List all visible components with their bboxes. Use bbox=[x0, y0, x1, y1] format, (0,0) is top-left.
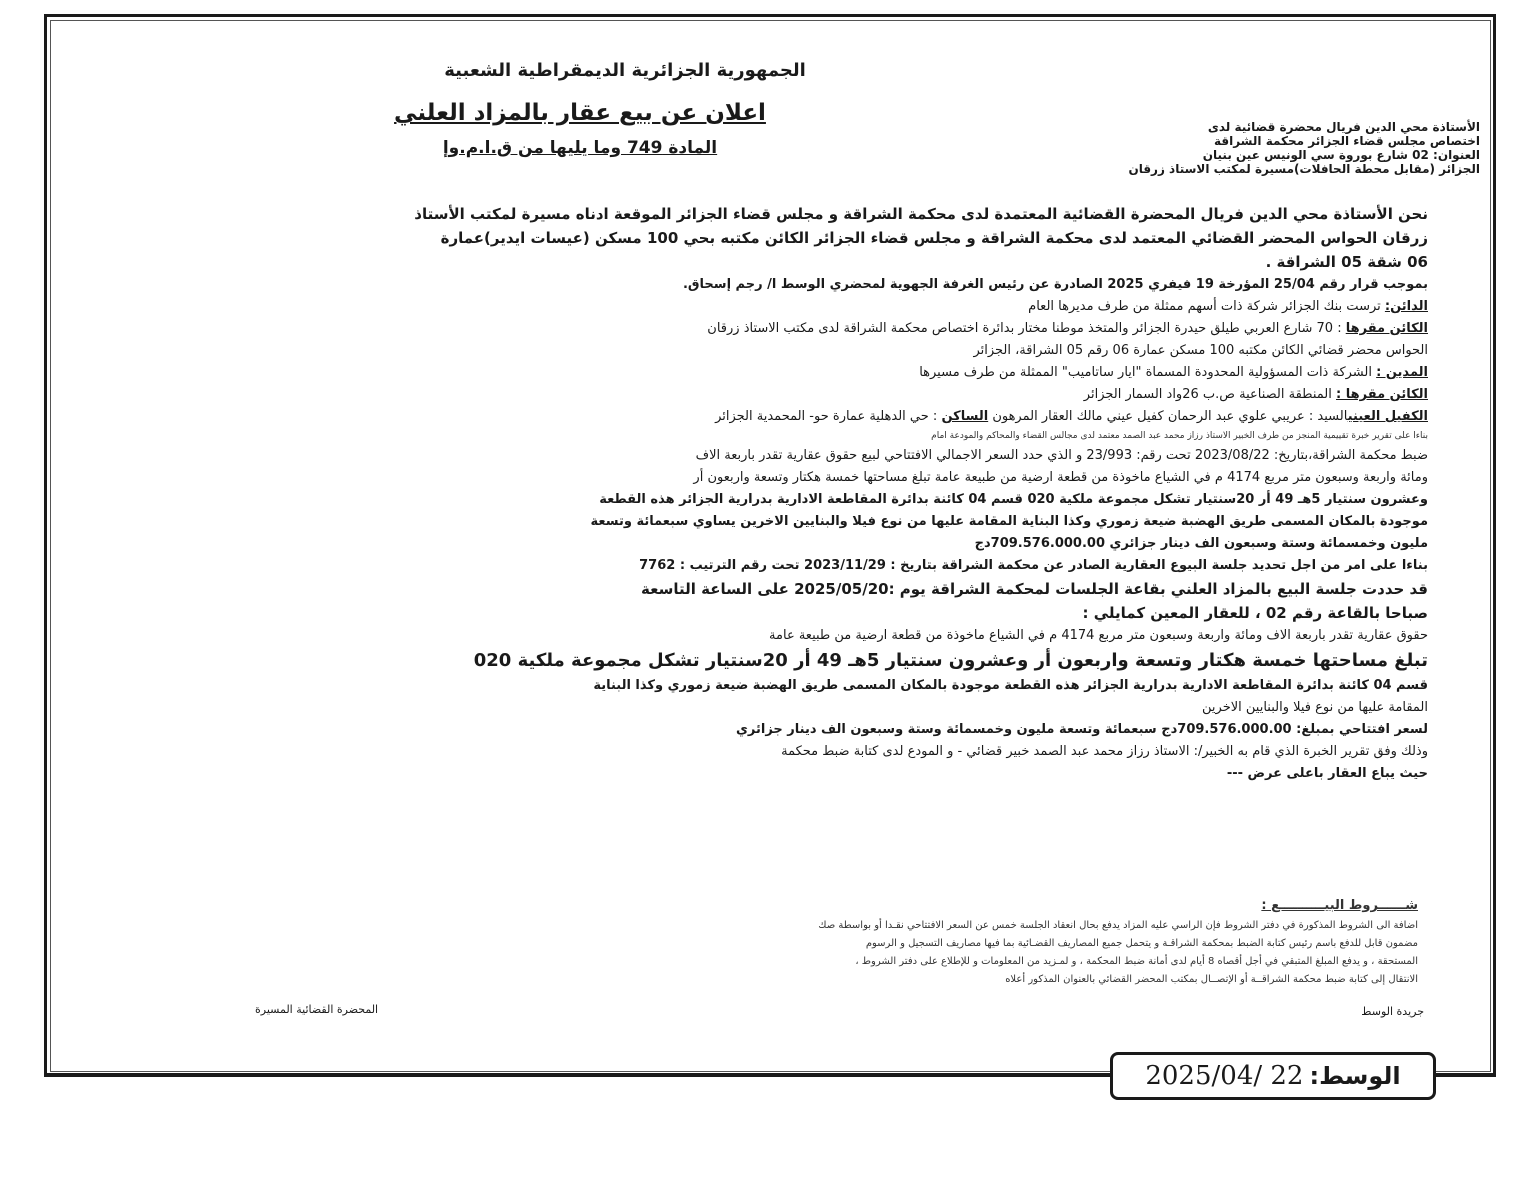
body-line: وعشرون سنتيار 5هـ 49 أر 20سنتيار تشكل مجموعة ملكية 020 قسم 04 كائنة بدائرة المقاطعة الادارية بدرارية الجزائر هذه القطعة bbox=[599, 492, 1428, 507]
office-line: اختصاص مجلس قضاء الجزائر محكمة الشراقة bbox=[1213, 134, 1480, 148]
session-line: صباحا بالقاعة رقم 02 ، للعقار المعين كمايلي : bbox=[1082, 604, 1428, 622]
creditor-address-line bbox=[128, 318, 1428, 340]
body-line: ومائة واربعة وسبعون متر مربع 4174 م في الشياع ماخوذة من قطعة ارضية من طبيعة عامة تبلغ مساحتها خمسة هكتار وتسعة واربعون أر bbox=[693, 470, 1428, 485]
debtor-name: الشركة ذات المسؤولية المحدودة المسماة "ايار ساتاميب" الممثلة من طرف مسيرها bbox=[919, 365, 1372, 380]
condition-line: اضافة الى الشروط المذكورة في دفتر الشروط فإن الراسي عليه المزاد يدفع بحال انعقاد الجلسة خمس عن السعر الافتتاحي نقـدا أو بواسطة صك bbox=[818, 920, 1418, 931]
session-line: قد حددت جلسة البيع بالمزاد العلني بقاعة الجلسات لمحكمة الشراقة يوم :2025/05/20 على الساعة التاسعة bbox=[641, 580, 1428, 598]
body-line: قسم 04 كائنة بدائرة المقاطعة الادارية بدرارية الجزائر هذه القطعة موجودة بالمكان المسمى طريق الهضبة ضيعة زموري وكذا البناية bbox=[593, 678, 1428, 693]
condition-line: مضمون قابل للدفع باسم رئيس كتابة الضبط بمحكمة الشراقـة و يتحمل جميع المصاريف القضـائية بما فيها مصاريف التسجيل و الرسوم bbox=[865, 938, 1418, 949]
body-line: المقامة عليها من نوع فيلا والبنايين الاخرين bbox=[1202, 700, 1428, 715]
opening-price-line: لسعر افتتاحي بمبلغ: 709.576.000.00دج سبعمائة وتسعة مليون وخمسمائة وستة وسبعون الف دينار جزائري bbox=[735, 722, 1428, 737]
publication-dateline bbox=[1110, 1052, 1436, 1100]
announcement-body bbox=[128, 202, 1428, 785]
creditor-address: : 70 شارع العربي طيلق حيدرة الجزائر والمتخذ موطنا مختار بدائرة اختصاص محكمة الشراقة لدى مكتب الاستاذ زرقان bbox=[707, 321, 1342, 336]
condition-line: الانتقال إلى كتابة ضبط محكمة الشراقــة أو الإتصــال بمكتب المحضر القضائي بالعنوان المذكور أعلاه bbox=[1005, 974, 1418, 985]
body-line: حيث يباع العقار باعلى عرض --- bbox=[1226, 766, 1428, 781]
resident-label: الساكن bbox=[941, 409, 989, 424]
decision-line: بموجب قرار رقم 25/04 المؤرخة 19 فيفري 2025 الصادرة عن رئيس الغرفة الجهوية لمحضري الوسط ا/ رجم إسحاق. bbox=[682, 277, 1428, 292]
guarantor-line bbox=[128, 406, 1428, 428]
body-line: مليون وخمسمائة وستة وسبعون الف دينار جزائري 709.576.000.00دج bbox=[974, 536, 1428, 551]
body-line: موجودة بالمكان المسمى طريق الهضبة ضيعة زموري وكذا البناية المقامة عليها من نوع فيلا والبنايين الاخرين يساوي سبعمائة وتسعة bbox=[590, 514, 1428, 529]
body-line: بناءا على تقرير خبرة تقييمية المنجز من طرف الخبير الاستاذ رزاز محمد عبد الصمد معتمد لدى مجالس القضاء والمحاكم والمودعة امام bbox=[931, 431, 1428, 441]
conditions-heading: شــــــروط البيــــــــــع : bbox=[1261, 898, 1418, 913]
office-line: العنوان: 02 شارع بوروة سي الونيس عين بنيان bbox=[1202, 148, 1480, 162]
republic-heading: الجمهورية الجزائرية الديمقراطية الشعبية bbox=[444, 60, 806, 81]
bailiff-signature: المحضرة القضائية المسيرة bbox=[255, 1003, 379, 1016]
debtor-address-line bbox=[128, 384, 1428, 406]
office-line: الأستاذة محي الدين فريال محضرة قضائية لدى bbox=[1207, 120, 1480, 134]
publication-date: 2025/04/ 22 bbox=[1145, 1061, 1304, 1091]
debtor-line bbox=[128, 362, 1428, 384]
debtor-label: المدين : bbox=[1376, 365, 1428, 380]
legal-article: المادة 749 وما يليها من ق.ا.م.وإ bbox=[442, 138, 718, 158]
resident-address: : حي الدهلية عمارة حو- المحمدية الجزائر bbox=[715, 409, 938, 424]
body-line: حقوق عقارية تقدر باربعة الاف ومائة واربعة وسبعون متر مربع 4174 م في الشياع ماخوذة من قطعة ارضية من طبيعة عامة bbox=[769, 628, 1428, 643]
guarantor-name: السيد : عريبي علوي عبد الرحمان كفيل عيني مالك العقار المرهون bbox=[992, 409, 1348, 424]
condition-line: المستحقة ، و يدفع المبلغ المتبقي في أجل أقصاه 8 أيام لدى أمانة ضبط المحكمة ، و لمـزيد من المعلومات و للإطلاع على دفتر الشروط ، bbox=[855, 956, 1418, 967]
debtor-address-label: الكائن مقرها : bbox=[1336, 387, 1428, 402]
body-line: 06 شقة 05 الشراقة . bbox=[1265, 253, 1428, 271]
creditor-label: الدائن: bbox=[1384, 299, 1428, 314]
office-line: الجزائر (مقابل محطة الحافلات)مسيرة لمكتب الاستاذ زرقان bbox=[1128, 162, 1480, 176]
publication-name: الوسط: bbox=[1309, 1062, 1401, 1090]
sale-conditions bbox=[128, 895, 1418, 989]
newspaper-name: جريدة الوسط bbox=[1361, 1005, 1424, 1018]
guarantor-label: الكفيل العيني bbox=[1347, 409, 1428, 424]
creditor-line bbox=[128, 296, 1428, 318]
creditor-address-line-2: الحواس محضر قضائي الكائن مكتبه 100 مسكن عمارة 06 رقم 05 الشراقة، الجزائر bbox=[973, 343, 1428, 358]
body-line: نحن الأستاذة محي الدين فريال المحضرة القضائية المعتمدة لدى محكمة الشراقة و مجلس قضاء الجزائر الموقعة ادناه مسيرة لمكتب الأستاذ bbox=[414, 205, 1428, 223]
bailiff-office-block bbox=[880, 120, 1480, 176]
body-line: تبلغ مساحتها خمسة هكتار وتسعة واربعون أر وعشرون سنتيار 5هـ 49 أر 20سنتيار تشكل مجموعة ملكية 020 bbox=[473, 650, 1428, 671]
body-line: بناءا على امر من اجل تحديد جلسة البيوع العقارية الصادر عن محكمة الشراقة بتاريخ : 2023/11/29 تحت رقم الترتيب : 7762 bbox=[639, 558, 1428, 573]
creditor-address-label: الكائن مقرها bbox=[1345, 321, 1428, 336]
creditor-name: ترست بنك الجزائر شركة ذات أسهم ممثلة من طرف مديرها العام bbox=[1028, 299, 1381, 314]
body-line: ضبط محكمة الشراقة،بتاريخ: 2023/08/22 تحت رقم: 23/993 و الذي حدد السعر الاجمالي الافتتاحي لبيع حقوق عقارية تقدر باربعة الاف bbox=[695, 448, 1428, 463]
body-line: وذلك وفق تقرير الخبرة الذي قام به الخبير/: الاستاذ رزاز محمد عبد الصمد خبير قضائي - و المودع لدى كتابة ضبط محكمة bbox=[781, 744, 1428, 759]
announcement-title: اعلان عن بيع عقار بالمزاد العلني bbox=[394, 100, 766, 126]
debtor-address: المنطقة الصناعية ص.ب 26واد السمار الجزائر bbox=[1083, 387, 1332, 402]
body-line: زرقان الحواس المحضر القضائي المعتمد لدى محكمة الشراقة و مجلس قضاء الجزائر الكائن مكتبه بحي 100 مسكن (عيسات ايدير)عمارة bbox=[440, 229, 1428, 247]
